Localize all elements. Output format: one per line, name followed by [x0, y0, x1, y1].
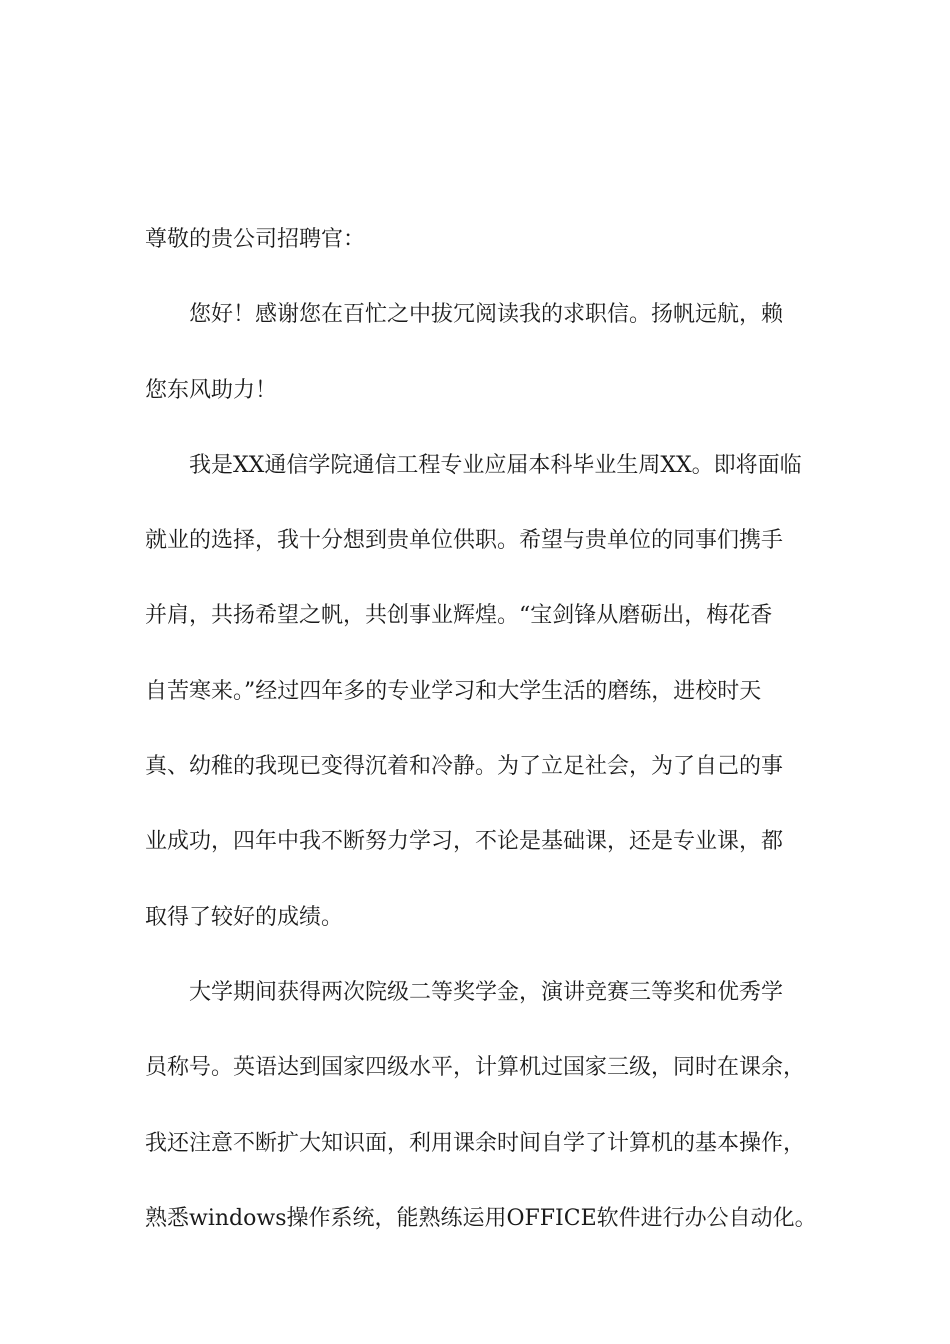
paragraph-line: 并肩，共扬希望之帆，共创事业辉煌。“宝剑锋从磨砺出，梅花香 [145, 603, 773, 629]
paragraph-line: 我还注意不断扩大知识面，利用课余时间自学了计算机的基本操作， [145, 1130, 806, 1156]
paragraph-line: 业成功，四年中我不断努力学习，不论是基础课，还是专业课，都 [145, 829, 784, 855]
letter-body [145, 202, 815, 1256]
paragraph-line: 熟悉windows操作系统，能熟练运用OFFICE软件进行办公自动化。 [145, 1205, 817, 1231]
paragraph-line: 大学期间获得两次院级二等奖学金，演讲竞赛三等奖和优秀学 [189, 979, 784, 1005]
paragraph-line: 员称号。英语达到国家四级水平，计算机过国家三级，同时在课余， [145, 1055, 806, 1081]
paragraph-line: 您东风助力！ [145, 377, 278, 403]
paragraph-line: 自苦寒来。”经过四年多的专业学习和大学生活的磨练，进校时天 [145, 678, 762, 704]
paragraph-line: 我是XX通信学院通信工程专业应届本科毕业生周XX。即将面临 [189, 452, 802, 478]
salutation: 尊敬的贵公司招聘官： [145, 227, 366, 252]
paragraph-line: 真、幼稚的我现已变得沉着和冷静。为了立足社会，为了自己的事 [145, 754, 784, 780]
paragraph-line: 取得了较好的成绩。 [145, 904, 344, 930]
paragraph-line: 您好！感谢您在百忙之中拔冗阅读我的求职信。扬帆远航，赖 [189, 302, 784, 328]
paragraph-line: 就业的选择，我十分想到贵单位供职。希望与贵单位的同事们携手 [145, 528, 784, 554]
